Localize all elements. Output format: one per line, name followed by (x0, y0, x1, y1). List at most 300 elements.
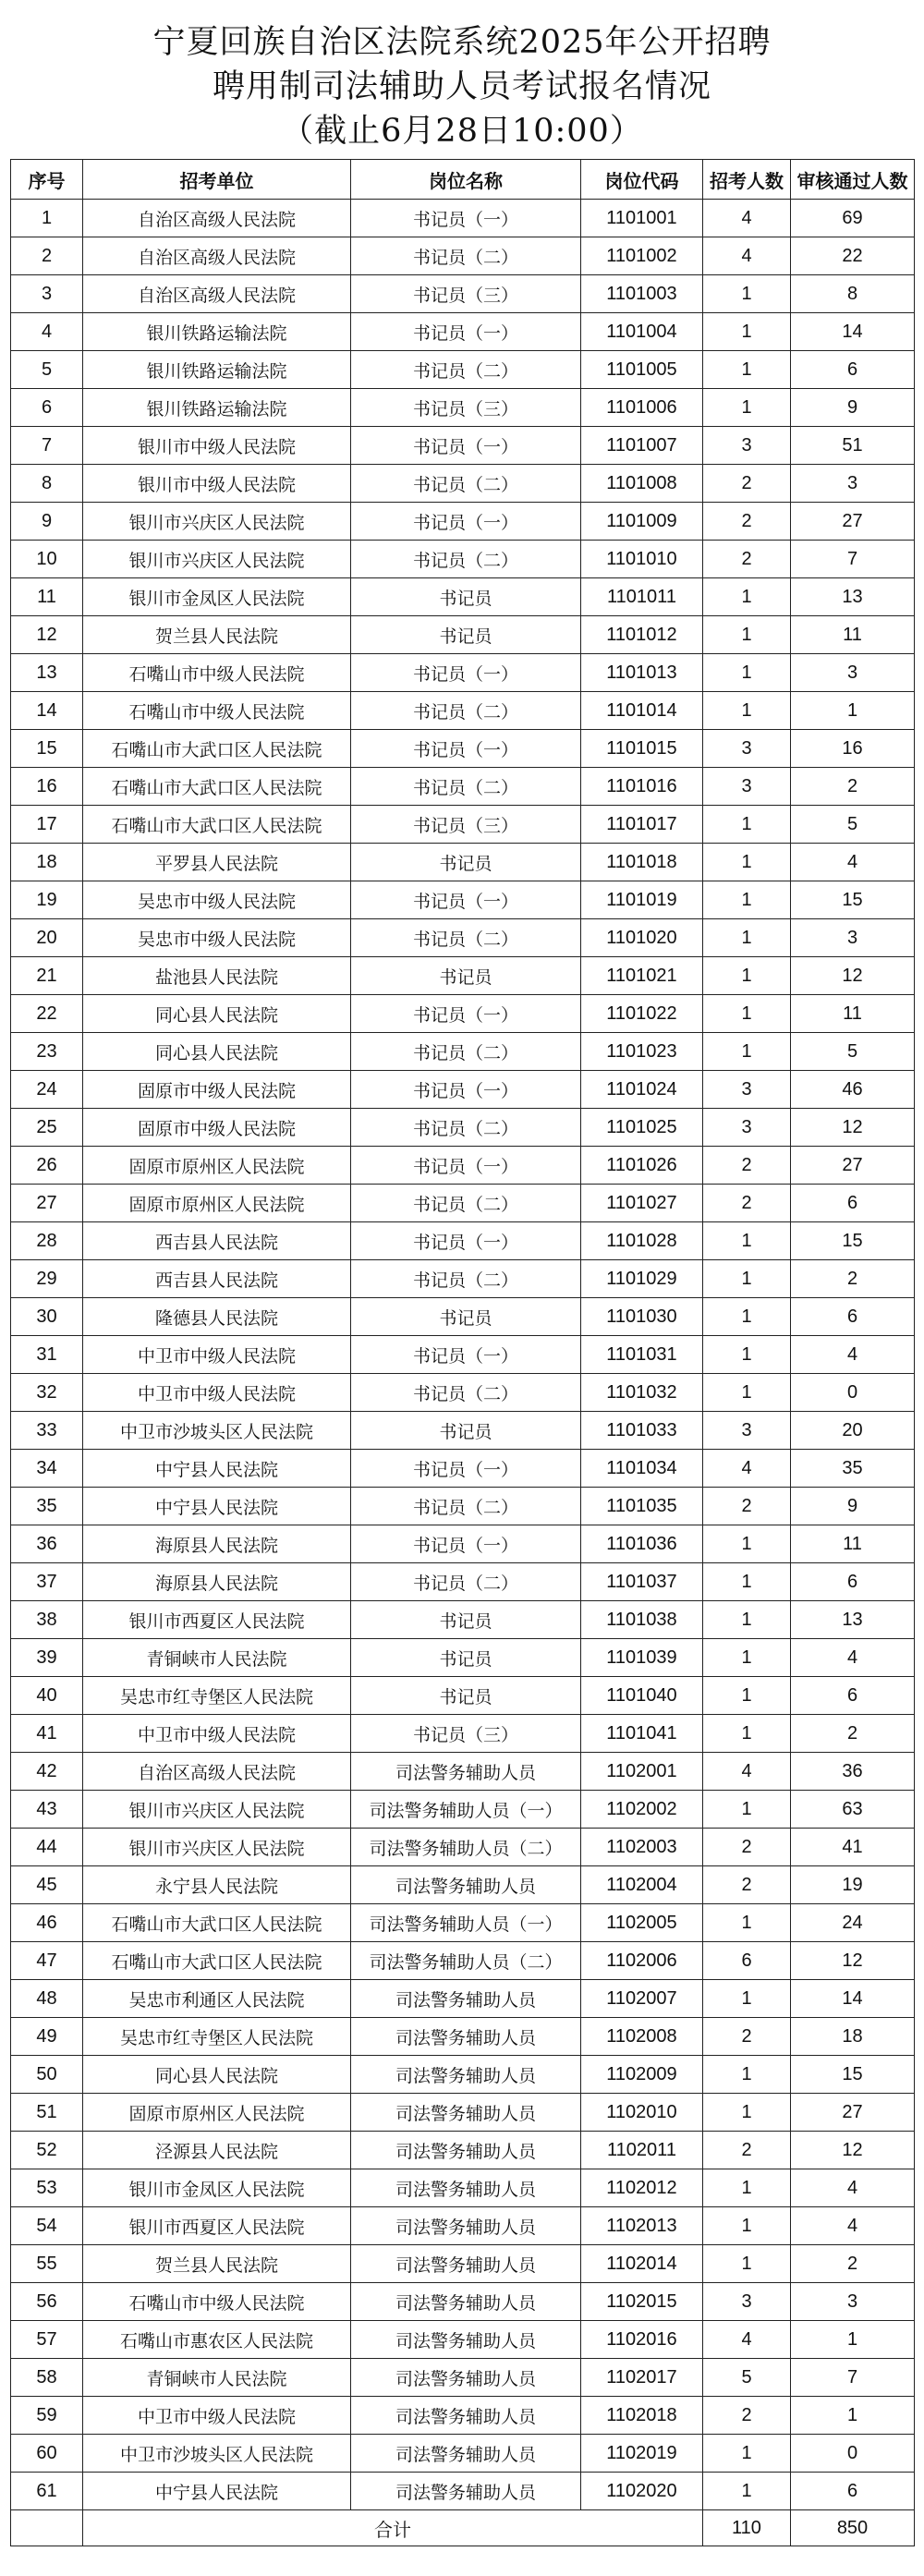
row-position: 书记员（二） (351, 541, 581, 578)
row-unit: 石嘴山市大武口区人民法院 (83, 1904, 351, 1942)
row-index: 1 (11, 200, 83, 237)
row-unit: 石嘴山市中级人民法院 (83, 692, 351, 730)
row-position: 书记员 (351, 1677, 581, 1715)
row-position: 司法警务辅助人员 (351, 2132, 581, 2169)
row-recruit-count: 1 (703, 2245, 791, 2283)
row-approved-count: 5 (791, 806, 915, 844)
row-position: 书记员（二） (351, 1185, 581, 1222)
row-approved-count: 2 (791, 1260, 915, 1298)
row-recruit-count: 1 (703, 578, 791, 616)
row-index: 61 (11, 2473, 83, 2510)
table-row (11, 1260, 915, 1298)
row-code: 1101025 (581, 1109, 703, 1147)
total-approved: 850 (791, 2510, 915, 2546)
table-row (11, 1980, 915, 2018)
row-index: 15 (11, 730, 83, 768)
row-code: 1101015 (581, 730, 703, 768)
table-row (11, 881, 915, 919)
row-position: 司法警务辅助人员（二） (351, 1942, 581, 1980)
row-index: 33 (11, 1412, 83, 1450)
row-position: 司法警务辅助人员 (351, 2435, 581, 2473)
row-unit: 银川市西夏区人民法院 (83, 2207, 351, 2245)
row-code: 1101008 (581, 465, 703, 503)
table-row (11, 654, 915, 692)
row-unit: 银川市西夏区人民法院 (83, 1601, 351, 1639)
row-recruit-count: 1 (703, 2094, 791, 2132)
table-row (11, 2056, 915, 2094)
row-code: 1102013 (581, 2207, 703, 2245)
row-unit: 同心县人民法院 (83, 2056, 351, 2094)
row-recruit-count: 1 (703, 1033, 791, 1071)
row-approved-count: 11 (791, 616, 915, 654)
row-code: 1102001 (581, 1753, 703, 1791)
row-recruit-count: 1 (703, 1563, 791, 1601)
table-row (11, 806, 915, 844)
row-approved-count: 2 (791, 768, 915, 806)
table-row (11, 692, 915, 730)
row-position: 书记员（二） (351, 351, 581, 389)
table-row (11, 1715, 915, 1753)
row-code: 1101001 (581, 200, 703, 237)
row-recruit-count: 1 (703, 1374, 791, 1412)
row-code: 1101020 (581, 919, 703, 957)
row-recruit-count: 1 (703, 2169, 791, 2207)
row-recruit-count: 3 (703, 2283, 791, 2321)
table-row (11, 1336, 915, 1374)
row-approved-count: 4 (791, 2207, 915, 2245)
table-row (11, 578, 915, 616)
row-index: 4 (11, 313, 83, 351)
row-recruit-count: 1 (703, 844, 791, 881)
row-approved-count: 2 (791, 2245, 915, 2283)
total-index-cell (11, 2510, 83, 2546)
row-unit: 固原市中级人民法院 (83, 1071, 351, 1109)
row-unit: 西吉县人民法院 (83, 1260, 351, 1298)
row-unit: 同心县人民法院 (83, 995, 351, 1033)
row-approved-count: 41 (791, 1829, 915, 1866)
row-approved-count: 4 (791, 1639, 915, 1677)
table-row (11, 237, 915, 275)
row-approved-count: 12 (791, 2132, 915, 2169)
row-approved-count: 0 (791, 1374, 915, 1412)
table-row (11, 1450, 915, 1488)
row-code: 1101033 (581, 1412, 703, 1450)
row-position: 司法警务辅助人员 (351, 2094, 581, 2132)
row-position: 司法警务辅助人员 (351, 2018, 581, 2056)
row-index: 6 (11, 389, 83, 427)
table-row (11, 1904, 915, 1942)
row-recruit-count: 1 (703, 881, 791, 919)
row-approved-count: 9 (791, 389, 915, 427)
row-code: 1102009 (581, 2056, 703, 2094)
row-approved-count: 6 (791, 1563, 915, 1601)
row-approved-count: 8 (791, 275, 915, 313)
row-unit: 银川铁路运输法院 (83, 351, 351, 389)
row-index: 24 (11, 1071, 83, 1109)
table-row (11, 200, 915, 237)
row-recruit-count: 3 (703, 768, 791, 806)
row-code: 1101026 (581, 1147, 703, 1185)
row-code: 1101018 (581, 844, 703, 881)
row-code: 1101028 (581, 1222, 703, 1260)
row-approved-count: 4 (791, 844, 915, 881)
row-unit: 自治区高级人民法院 (83, 200, 351, 237)
row-position: 书记员（二） (351, 1488, 581, 1525)
row-approved-count: 14 (791, 1980, 915, 2018)
table-row (11, 2245, 915, 2283)
row-code: 1101034 (581, 1450, 703, 1488)
row-approved-count: 19 (791, 1866, 915, 1904)
row-unit: 银川市兴庆区人民法院 (83, 541, 351, 578)
row-position: 书记员（一） (351, 1147, 581, 1185)
row-unit: 吴忠市利通区人民法院 (83, 1980, 351, 2018)
row-unit: 石嘴山市惠农区人民法院 (83, 2321, 351, 2359)
row-position: 书记员（一） (351, 313, 581, 351)
table-row (11, 957, 915, 995)
row-unit: 青铜峡市人民法院 (83, 1639, 351, 1677)
row-position: 司法警务辅助人员（二） (351, 1829, 581, 1866)
title-line-1: 宁夏回族自治区法院系统2025年公开招聘 (152, 24, 772, 61)
row-position: 书记员（一） (351, 1450, 581, 1488)
row-index: 57 (11, 2321, 83, 2359)
row-unit: 吴忠市中级人民法院 (83, 919, 351, 957)
row-index: 36 (11, 1525, 83, 1563)
row-approved-count: 6 (791, 1677, 915, 1715)
row-position: 书记员（一） (351, 730, 581, 768)
table-row (11, 389, 915, 427)
row-recruit-count: 1 (703, 1980, 791, 2018)
row-code: 1101021 (581, 957, 703, 995)
row-approved-count: 69 (791, 200, 915, 237)
row-unit: 石嘴山市中级人民法院 (83, 654, 351, 692)
row-index: 42 (11, 1753, 83, 1791)
row-approved-count: 6 (791, 1185, 915, 1222)
row-approved-count: 12 (791, 1942, 915, 1980)
row-approved-count: 13 (791, 578, 915, 616)
row-code: 1102014 (581, 2245, 703, 2283)
row-index: 40 (11, 1677, 83, 1715)
row-index: 17 (11, 806, 83, 844)
row-code: 1102002 (581, 1791, 703, 1829)
row-recruit-count: 1 (703, 1677, 791, 1715)
row-position: 书记员 (351, 844, 581, 881)
row-recruit-count: 4 (703, 1753, 791, 1791)
table-row (11, 768, 915, 806)
row-index: 2 (11, 237, 83, 275)
row-index: 3 (11, 275, 83, 313)
row-unit: 石嘴山市大武口区人民法院 (83, 768, 351, 806)
table-row (11, 1791, 915, 1829)
header-approved-count: 审核通过人数 (791, 160, 915, 200)
row-code: 1102003 (581, 1829, 703, 1866)
row-recruit-count: 2 (703, 465, 791, 503)
row-position: 书记员（三） (351, 389, 581, 427)
row-index: 43 (11, 1791, 83, 1829)
row-position: 书记员（一） (351, 654, 581, 692)
row-code: 1101004 (581, 313, 703, 351)
row-position: 书记员（一） (351, 427, 581, 465)
row-index: 30 (11, 1298, 83, 1336)
row-recruit-count: 4 (703, 1450, 791, 1488)
table-row (11, 275, 915, 313)
row-position: 书记员（一） (351, 200, 581, 237)
row-approved-count: 24 (791, 1904, 915, 1942)
table-row (11, 1866, 915, 1904)
header-code: 岗位代码 (581, 160, 703, 200)
table-row (11, 1639, 915, 1677)
row-recruit-count: 1 (703, 919, 791, 957)
row-approved-count: 0 (791, 2435, 915, 2473)
row-position: 书记员（二） (351, 1374, 581, 1412)
row-code: 1102016 (581, 2321, 703, 2359)
row-unit: 银川市兴庆区人民法院 (83, 1829, 351, 1866)
row-position: 书记员（一） (351, 503, 581, 541)
row-position: 司法警务辅助人员 (351, 2397, 581, 2435)
row-position: 司法警务辅助人员 (351, 1753, 581, 1791)
row-code: 1101032 (581, 1374, 703, 1412)
row-index: 8 (11, 465, 83, 503)
row-unit: 贺兰县人民法院 (83, 2245, 351, 2283)
row-approved-count: 12 (791, 957, 915, 995)
row-index: 26 (11, 1147, 83, 1185)
row-position: 书记员（二） (351, 768, 581, 806)
row-position: 书记员（一） (351, 995, 581, 1033)
row-index: 41 (11, 1715, 83, 1753)
row-unit: 银川市兴庆区人民法院 (83, 1791, 351, 1829)
row-position: 书记员 (351, 578, 581, 616)
row-position: 书记员（二） (351, 1033, 581, 1071)
row-code: 1101013 (581, 654, 703, 692)
row-code: 1101012 (581, 616, 703, 654)
table-row (11, 427, 915, 465)
row-index: 12 (11, 616, 83, 654)
row-approved-count: 51 (791, 427, 915, 465)
table-row (11, 313, 915, 351)
row-code: 1102005 (581, 1904, 703, 1942)
table-row (11, 351, 915, 389)
table-row (11, 1071, 915, 1109)
row-index: 34 (11, 1450, 83, 1488)
table-row (11, 995, 915, 1033)
table-row (11, 2094, 915, 2132)
table-row (11, 1147, 915, 1185)
row-index: 28 (11, 1222, 83, 1260)
row-index: 46 (11, 1904, 83, 1942)
row-unit: 石嘴山市中级人民法院 (83, 2283, 351, 2321)
row-recruit-count: 1 (703, 2207, 791, 2245)
row-approved-count: 4 (791, 2169, 915, 2207)
row-approved-count: 63 (791, 1791, 915, 1829)
table-row (11, 1033, 915, 1071)
row-unit: 中卫市中级人民法院 (83, 1374, 351, 1412)
row-recruit-count: 2 (703, 1829, 791, 1866)
row-unit: 石嘴山市大武口区人民法院 (83, 806, 351, 844)
row-approved-count: 7 (791, 541, 915, 578)
row-index: 29 (11, 1260, 83, 1298)
row-position: 司法警务辅助人员 (351, 1980, 581, 2018)
row-code: 1101005 (581, 351, 703, 389)
title-line-3: （截止6月28日10:00） (281, 113, 643, 150)
table-row (11, 2018, 915, 2056)
row-position: 书记员（一） (351, 1071, 581, 1109)
row-approved-count: 36 (791, 1753, 915, 1791)
row-recruit-count: 2 (703, 503, 791, 541)
row-recruit-count: 2 (703, 1147, 791, 1185)
row-index: 49 (11, 2018, 83, 2056)
row-unit: 银川市兴庆区人民法院 (83, 503, 351, 541)
row-position: 书记员（二） (351, 1260, 581, 1298)
row-approved-count: 3 (791, 2283, 915, 2321)
row-recruit-count: 1 (703, 1336, 791, 1374)
row-recruit-count: 1 (703, 806, 791, 844)
row-code: 1101031 (581, 1336, 703, 1374)
row-position: 书记员（二） (351, 692, 581, 730)
row-unit: 银川市金凤区人民法院 (83, 2169, 351, 2207)
row-index: 56 (11, 2283, 83, 2321)
row-index: 16 (11, 768, 83, 806)
table-row (11, 2321, 915, 2359)
row-approved-count: 35 (791, 1450, 915, 1488)
row-recruit-count: 1 (703, 1525, 791, 1563)
row-index: 9 (11, 503, 83, 541)
row-recruit-count: 5 (703, 2359, 791, 2397)
row-unit: 隆德县人民法院 (83, 1298, 351, 1336)
row-position: 书记员（三） (351, 275, 581, 313)
row-position: 司法警务辅助人员 (351, 2283, 581, 2321)
row-code: 1101024 (581, 1071, 703, 1109)
row-unit: 固原市原州区人民法院 (83, 2094, 351, 2132)
row-position: 书记员（一） (351, 1222, 581, 1260)
row-unit: 石嘴山市大武口区人民法院 (83, 730, 351, 768)
row-unit: 平罗县人民法院 (83, 844, 351, 881)
row-position: 书记员（二） (351, 237, 581, 275)
row-position: 司法警务辅助人员 (351, 2056, 581, 2094)
row-code: 1101011 (581, 578, 703, 616)
row-code: 1101002 (581, 237, 703, 275)
total-row (11, 2510, 915, 2546)
row-code: 1102008 (581, 2018, 703, 2056)
row-position: 书记员 (351, 957, 581, 995)
row-recruit-count: 1 (703, 1639, 791, 1677)
header-index: 序号 (11, 160, 83, 200)
row-approved-count: 3 (791, 654, 915, 692)
row-recruit-count: 4 (703, 200, 791, 237)
table-row (11, 1185, 915, 1222)
row-index: 60 (11, 2435, 83, 2473)
row-code: 1101003 (581, 275, 703, 313)
row-code: 1101035 (581, 1488, 703, 1525)
row-recruit-count: 6 (703, 1942, 791, 1980)
row-recruit-count: 1 (703, 1601, 791, 1639)
row-position: 司法警务辅助人员 (351, 2321, 581, 2359)
total-recruit: 110 (703, 2510, 791, 2546)
row-recruit-count: 1 (703, 957, 791, 995)
row-position: 书记员 (351, 616, 581, 654)
row-recruit-count: 3 (703, 1071, 791, 1109)
row-code: 1101030 (581, 1298, 703, 1336)
row-code: 1101007 (581, 427, 703, 465)
row-index: 55 (11, 2245, 83, 2283)
table-row (11, 1525, 915, 1563)
table-row (11, 730, 915, 768)
row-recruit-count: 2 (703, 2132, 791, 2169)
row-index: 47 (11, 1942, 83, 1980)
row-position: 司法警务辅助人员 (351, 2359, 581, 2397)
row-recruit-count: 1 (703, 616, 791, 654)
table-row (11, 1298, 915, 1336)
row-index: 39 (11, 1639, 83, 1677)
row-index: 19 (11, 881, 83, 919)
table-body (11, 200, 915, 2510)
row-unit: 贺兰县人民法院 (83, 616, 351, 654)
table-row (11, 1412, 915, 1450)
table-row (11, 503, 915, 541)
row-unit: 自治区高级人民法院 (83, 275, 351, 313)
table-row (11, 1753, 915, 1791)
row-recruit-count: 1 (703, 1904, 791, 1942)
row-index: 20 (11, 919, 83, 957)
row-unit: 固原市原州区人民法院 (83, 1185, 351, 1222)
row-approved-count: 6 (791, 351, 915, 389)
row-code: 1102007 (581, 1980, 703, 2018)
table-row (11, 1677, 915, 1715)
row-approved-count: 3 (791, 919, 915, 957)
row-approved-count: 11 (791, 1525, 915, 1563)
table-row (11, 1601, 915, 1639)
table-row (11, 2359, 915, 2397)
row-unit: 中卫市中级人民法院 (83, 2397, 351, 2435)
row-unit: 青铜峡市人民法院 (83, 2359, 351, 2397)
row-unit: 中宁县人民法院 (83, 1450, 351, 1488)
row-unit: 银川市中级人民法院 (83, 465, 351, 503)
row-code: 1102012 (581, 2169, 703, 2207)
row-approved-count: 11 (791, 995, 915, 1033)
row-unit: 中卫市沙坡头区人民法院 (83, 1412, 351, 1450)
table-row (11, 2473, 915, 2510)
row-approved-count: 16 (791, 730, 915, 768)
row-index: 5 (11, 351, 83, 389)
header-unit: 招考单位 (83, 160, 351, 200)
row-recruit-count: 2 (703, 1866, 791, 1904)
row-index: 37 (11, 1563, 83, 1601)
row-unit: 银川市中级人民法院 (83, 427, 351, 465)
row-recruit-count: 2 (703, 2018, 791, 2056)
row-recruit-count: 1 (703, 2473, 791, 2510)
row-recruit-count: 1 (703, 1715, 791, 1753)
row-approved-count: 5 (791, 1033, 915, 1071)
row-index: 50 (11, 2056, 83, 2094)
row-position: 书记员（一） (351, 881, 581, 919)
row-code: 1102018 (581, 2397, 703, 2435)
row-position: 司法警务辅助人员 (351, 1866, 581, 1904)
row-index: 10 (11, 541, 83, 578)
row-index: 48 (11, 1980, 83, 2018)
row-index: 27 (11, 1185, 83, 1222)
table-row (11, 1563, 915, 1601)
table-row (11, 2283, 915, 2321)
row-recruit-count: 2 (703, 1488, 791, 1525)
row-recruit-count: 3 (703, 1412, 791, 1450)
row-position: 书记员 (351, 1601, 581, 1639)
row-recruit-count: 1 (703, 1791, 791, 1829)
row-position: 书记员（二） (351, 919, 581, 957)
row-approved-count: 1 (791, 692, 915, 730)
row-unit: 银川铁路运输法院 (83, 313, 351, 351)
row-code: 1101006 (581, 389, 703, 427)
row-recruit-count: 4 (703, 2321, 791, 2359)
row-code: 1101023 (581, 1033, 703, 1071)
row-recruit-count: 1 (703, 692, 791, 730)
